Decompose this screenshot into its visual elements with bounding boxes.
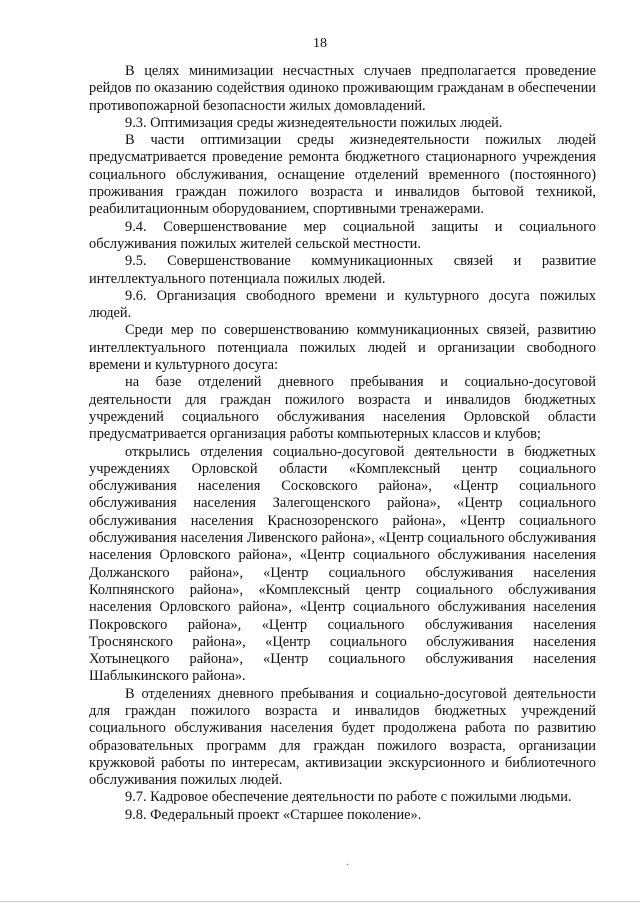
paragraph-fire-safety: В целях минимизации несчастных случаев предполагается проведение рейдов по оказанию содействия одиноко проживающим гражданам в обеспечении противопожарной безопасности жилых домовладений. xyxy=(89,63,596,114)
scan-edge-line xyxy=(0,901,640,902)
heading-9-8: 9.8. Федеральный проект «Старшее поколение». xyxy=(125,806,422,823)
heading-9-5: 9.5. Совершенствование коммуникационных связей и развитие интеллектуального потенциала пожилых людей. xyxy=(89,253,596,287)
heading-9-3: 9.3. Оптимизация среды жизнедеятельности пожилых людей. xyxy=(125,114,503,131)
heading-9-7: 9.7. Кадровое обеспечение деятельности по работе с пожилыми людьми. xyxy=(125,789,572,806)
page-number: 18 xyxy=(313,36,327,51)
paragraph-environment-optimization: В части оптимизации среды жизнедеятельности пожилых людей предусматривается проведение ремонта бюджетного стационарного учреждения социального обслуживания, оснащение отделений временного (постоянного) проживания граждан пожилого возраста и инвалидов бытовой техникой, реабилитационным оборудованием, спортивными тренажерами. xyxy=(89,132,596,218)
heading-9-6: 9.6. Организация свободного времени и культурного досуга пожилых людей. xyxy=(89,287,596,322)
paragraph-measures-intro: Среди мер по совершенствованию коммуникационных связей, развитию интеллектуального потенциала пожилых людей и организации свободного времени и культурного досуга: xyxy=(89,322,596,374)
heading-9-4: 9.4. Совершенствование мер социальной защиты и социального обслуживания пожилых жителей сельской местности. xyxy=(89,218,596,252)
paragraph-opened-departments: открылись отделения социально-досуговой деятельности в бюджетных учреждениях Орловской области «Комплексный центр социального обслуживания населения Сосковского района», «Центр социального обслуживания населения Залегощенского района», «Центр социального обслуживания населения Краснозоренского района», «Центр социального обслуживания населения Ливенского района», «Центр социального обслуживания населения Орловского района», «Центр социального обслуживания населения Должанского района», «Центр социального обслуживания населения Колпнянского района», «Комплексный центр социального обслуживания населения Орловского района», «Центр социального обслуживания населения Покровского района», «Центр социального обслуживания населения Троснянского района», «Центр социального обслуживания населения Хотынецкого района», «Центр социального обслуживания населения Шаблыкинского района». xyxy=(89,443,596,685)
paragraph-computer-classes: на базе отделений дневного пребывания и социально-досуговой деятельности для граждан пожилого возраста и инвалидов бюджетных учреждений социального обслуживания населения Орловской области предусматривается организация работы компьютерных классов и клубов; xyxy=(89,374,596,443)
document-body xyxy=(89,63,596,824)
scan-dot-mark: · xyxy=(346,860,350,871)
paragraph-day-care-programs: В отделениях дневного пребывания и социально-досуговой деятельности для граждан пожилого возраста и инвалидов бюджетных учреждений социального обслуживания населения будет продолжена работа по развитию образовательных программ для граждан пожилого возраста, организации кружковой работы по интересам, активизации экскурсионного и библиотечного обслуживания пожилых людей. xyxy=(89,685,596,789)
